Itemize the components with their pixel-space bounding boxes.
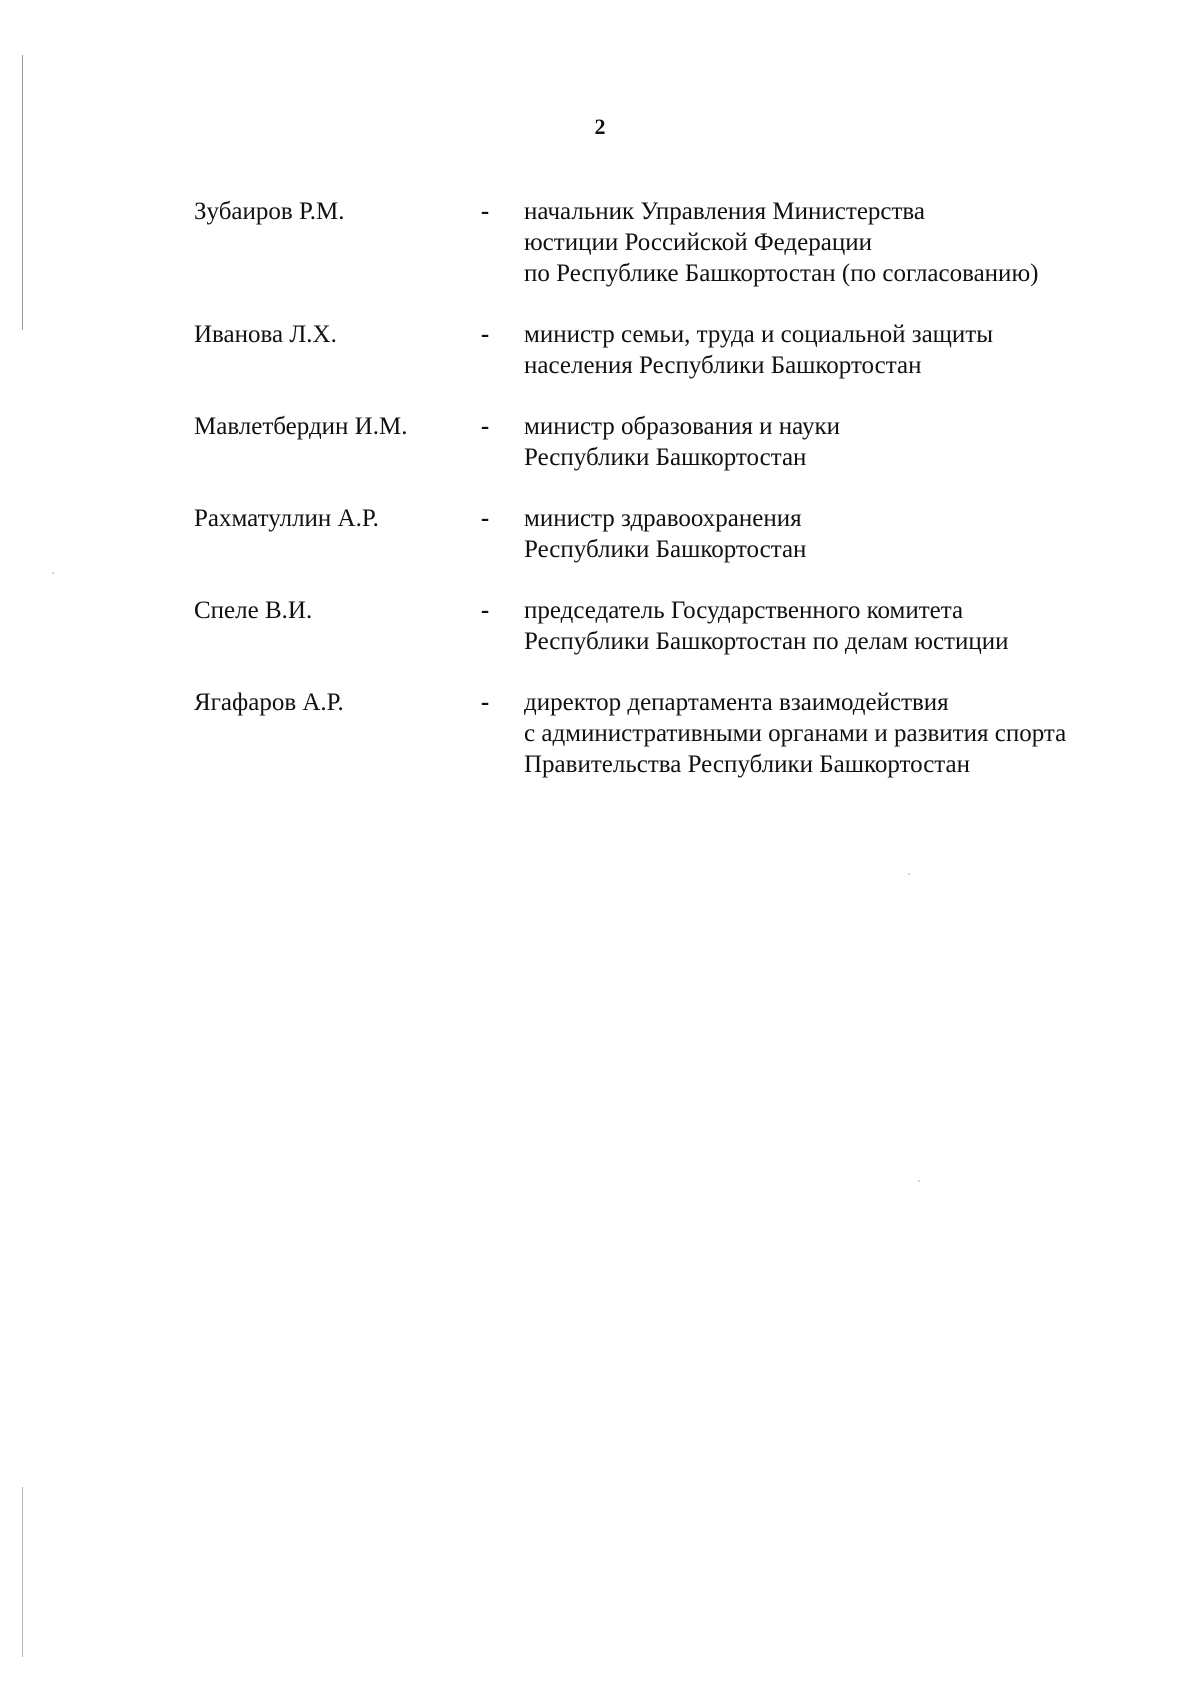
page-number: 2 xyxy=(594,114,606,139)
member-dash: - xyxy=(480,413,490,440)
member-name: Спеле В.И. xyxy=(194,597,313,624)
role-line: Республики Башкортостан по делам юстиции xyxy=(524,628,1009,655)
member-role xyxy=(516,687,1134,780)
role-line: директор департамента взаимодействия xyxy=(524,689,949,716)
member-row xyxy=(194,687,1134,780)
role-line: Республики Башкортостан xyxy=(524,444,807,471)
role-line: министр образования и науки xyxy=(524,413,841,440)
role-line: Республики Башкортостан xyxy=(524,536,807,563)
role-line: министр здравоохранения xyxy=(524,505,802,532)
role-line: начальник Управления Министерства xyxy=(524,198,926,225)
scan-edge-mark xyxy=(22,55,23,330)
member-row xyxy=(194,595,1134,657)
role-line: с административными органами и развития спорта xyxy=(524,720,1067,747)
member-role xyxy=(516,319,1134,381)
member-role xyxy=(516,411,1134,473)
role-line: председатель Государственного комитета xyxy=(524,597,964,624)
scan-speck xyxy=(908,873,910,875)
role-line: министр семьи, труда и социальной защиты xyxy=(524,321,994,348)
member-dash: - xyxy=(480,198,490,225)
member-name: Иванова Л.Х. xyxy=(194,321,337,348)
member-row xyxy=(194,196,1134,289)
member-name: Ягафаров А.Р. xyxy=(194,689,344,716)
member-name: Мавлетбердин И.М. xyxy=(194,413,408,440)
scan-speck xyxy=(918,1180,920,1182)
member-row xyxy=(194,503,1134,565)
role-line: Правительства Республики Башкортостан xyxy=(524,751,971,778)
role-line: юстиции Российской Федерации xyxy=(524,229,872,256)
scan-speck xyxy=(52,572,54,574)
member-row xyxy=(194,411,1134,473)
member-list xyxy=(194,196,1134,810)
member-role xyxy=(516,503,1134,565)
member-role xyxy=(516,595,1134,657)
member-dash: - xyxy=(480,321,490,348)
member-dash: - xyxy=(480,597,490,624)
member-row xyxy=(194,319,1134,381)
member-dash: - xyxy=(480,505,490,532)
scan-edge-mark xyxy=(22,1487,23,1657)
role-line: по Республике Башкортостан (по согласованию) xyxy=(524,260,1039,287)
member-name: Зубаиров Р.М. xyxy=(194,198,345,225)
member-role xyxy=(516,196,1134,289)
role-line: населения Республики Башкортостан xyxy=(524,352,922,379)
member-dash: - xyxy=(480,689,490,716)
member-name: Рахматуллин А.Р. xyxy=(194,505,379,532)
